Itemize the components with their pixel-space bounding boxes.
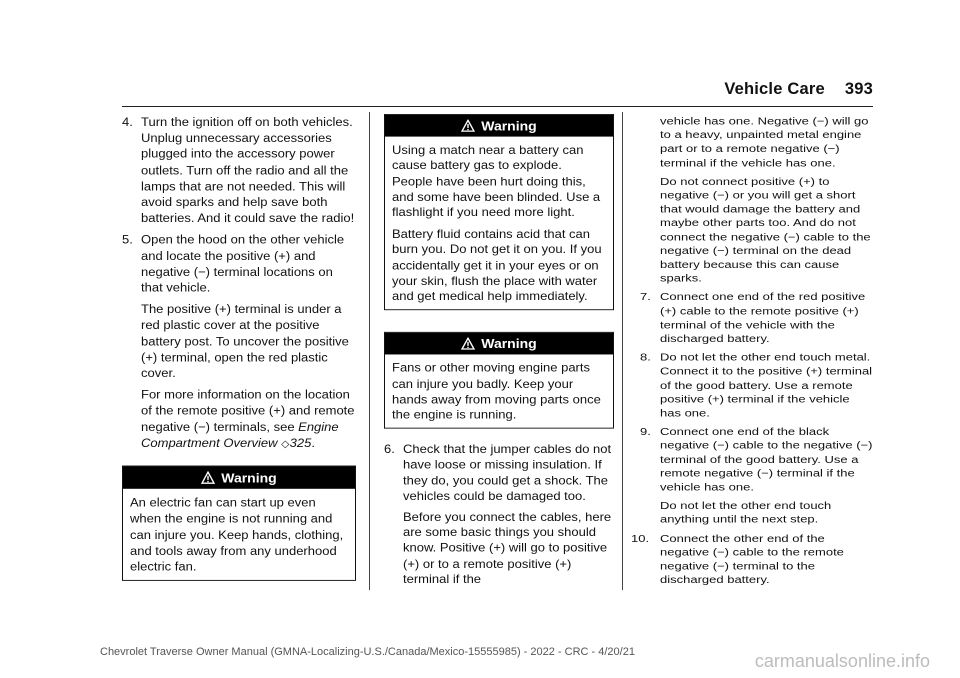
step-9-paragraph: Do not let the other end touch anything until the next step. <box>660 499 832 526</box>
continued-paragraph: vehicle has one. Negative (−) will go to a heavy, unpainted metal engine part or to a remote negative (−) terminal if the vehicle has one. <box>660 114 869 169</box>
step-5-reference: For more information on the location of the remote positive (+) and remote negative (−) terminals, see Engine Compartment Overview ◇325. <box>141 387 355 450</box>
step-9: 9. Connect one end of the black negative (−) cable to the negative (−) terminal of the good battery. Use a remote negative (−) terminal if the vehicle has one. <box>640 425 873 493</box>
watermark: carmanualsonline.info <box>754 651 930 671</box>
step-10: 10. Connect the other end of the negative (−) cable to the remote negative (−) terminal to the discharged battery. <box>631 531 873 586</box>
warning-header: Warning <box>385 333 613 355</box>
warning-header: Warning <box>385 115 613 137</box>
warning-text: An electric fan can start up even when the engine is not running and can injure you. Keep hands, clothing, and tools away from any underhood electric fan. <box>130 495 344 574</box>
step-10-text: Connect the other end of the negative (−) cable to the remote negative (−) terminal to the discharged battery. <box>660 532 844 586</box>
step-9-text: Connect one end of the black negative (−) cable to the negative (−) terminal of the good battery. Use a remote negative (−) terminal if the vehicle has one. <box>660 425 873 493</box>
column-divider <box>369 112 370 590</box>
cross-reference-link[interactable]: Engine Compartment Overview <box>141 419 339 450</box>
warning-header: Warning <box>123 467 355 490</box>
step-6-paragraph: Before you connect the cables, here are some basic things you should know. Positive (+) will go to positive (+) or to a remote positive (+) terminal if the <box>403 510 612 586</box>
page-number: 393 <box>844 80 873 98</box>
warning-box <box>122 466 356 582</box>
step-5-text: Open the hood on the other vehicle and locate the positive (+) and negative (−) terminal locations on that vehicle. <box>141 232 345 295</box>
warning-triangle-icon <box>461 119 475 132</box>
step-8-text: Do not let the other end touch metal. Connect it to the positive (+) terminal of the good battery. Use a remote positive (+) terminal if the vehicle has one. <box>660 351 873 419</box>
step-8: 8. Do not let the other end touch metal. Connect it to the positive (+) terminal of the good battery. Use a remote positive (+) terminal if the vehicle has one. <box>640 351 873 419</box>
column-2 <box>384 114 614 592</box>
column-1 <box>122 114 356 592</box>
column-divider <box>622 112 623 590</box>
warning-triangle-icon <box>461 337 475 350</box>
step-7: 7. Connect one end of the red positive (+) cable to the remote positive (+) terminal of the vehicle with the discharged battery. <box>631 290 873 345</box>
step-6: 6. Check that the jumper cables do not have loose or missing insulation. If they do, you could get a shock. The vehicles could be damaged too. <box>384 441 614 503</box>
warning-text: Fans or other moving engine parts can injure you badly. Keep your hands away from moving parts once the engine is running. <box>392 361 601 422</box>
page-ref-icon: ◇ <box>281 438 290 450</box>
step-6-text: Check that the jumper cables do not have loose or missing insulation. If they do, you could get a shock. The vehicles could be damaged too. <box>403 442 612 503</box>
step-7-text: Connect one end of the red positive (+) cable to the remote positive (+) terminal of the vehicle with the discharged battery. <box>660 290 866 345</box>
column-3 <box>631 114 873 592</box>
step-4-text: Turn the ignition off on both vehicles. Unplug unnecessary accessories plugged into the accessory power outlets. Turn off the radio and all the lamps that are not needed. This will avoid sparks and help save both batteries. And it could save the radio! <box>141 114 355 225</box>
cross-reference-page[interactable]: 325 <box>289 435 312 450</box>
warning-triangle-icon <box>201 471 215 484</box>
warning-box <box>384 332 614 429</box>
section-title: Vehicle Care <box>724 80 825 98</box>
warning-box <box>384 114 614 310</box>
header-rule <box>122 106 873 107</box>
warning-text: Battery fluid contains acid that can burn you. Do not get it on you. If you accidentally get it in your eyes or on your skin, flush the place with water and get medical help immediately. <box>392 227 602 303</box>
page-footer: Chevrolet Traverse Owner Manual (GMNA-Localizing-U.S./Canada/Mexico-15555985) - 2022 - CRC - 4/20/21 <box>100 646 635 658</box>
running-header <box>724 80 873 99</box>
step-5-paragraph: The positive (+) terminal is under a red plastic cover at the positive battery post. To uncover the positive (+) terminal, open the red plastic cover. <box>141 302 349 381</box>
continued-paragraph-2: Do not connect positive (+) to negative (−) or you will get a short that would damage the battery and maybe other parts too. And do not connect the negative (−) cable to the negative (−) terminal on the dead battery because this can cause sparks. <box>660 175 871 285</box>
step-4: 4. Turn the ignition off on both vehicles. Unplug unnecessary accessories plugged into the accessory power outlets. Turn off the radio and all the lamps that are not needed. This will avoid sparks and help save both batteries. And it could save the radio! <box>122 114 355 225</box>
step-5: 5. Open the hood on the other vehicle and locate the positive (+) and negative (−) terminal locations on that vehicle. <box>122 232 356 296</box>
warning-text: Using a match near a battery can cause battery gas to explode. People have been hurt doing this, and some have been blinded. Use a flashlight if you need more light. <box>392 143 601 219</box>
